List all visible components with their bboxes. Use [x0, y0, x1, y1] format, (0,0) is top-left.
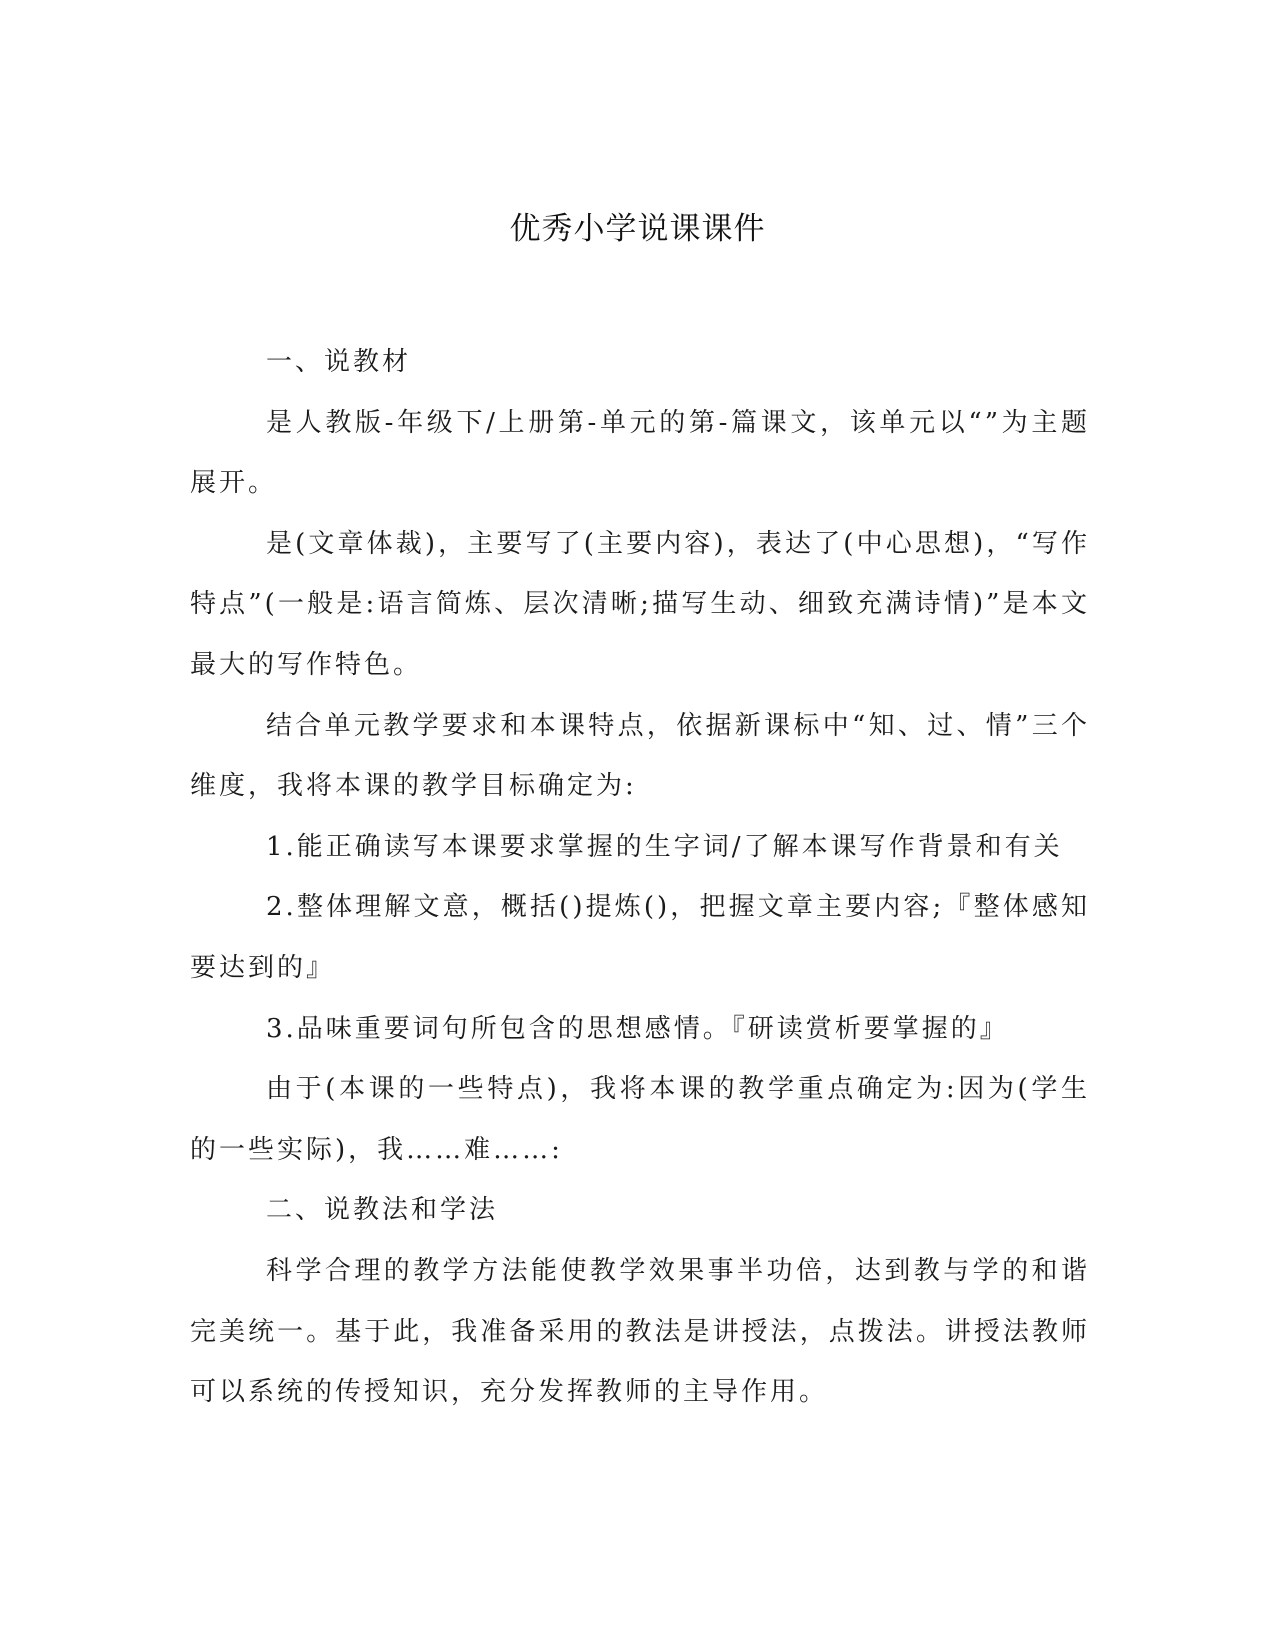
goal-item-2: 2.整体理解文意，概括()提炼()，把握文章主要内容;『整体感知要达到的』 [190, 892, 1090, 983]
paragraph-textbook-intro: 是人教版-年级下/上册第-单元的第-篇课文，该单元以“”为主题展开。 [190, 407, 1090, 499]
goal-item-1: 1.能正确读写本课要求掌握的生字词/了解本课写作背景和有关 [266, 831, 1063, 862]
section-heading-methods: 二、说教法和学法 [266, 1195, 499, 1226]
paragraph-teaching-methods: 科学合理的教学方法能使教学效果事半功倍，达到教与学的和谐完美统一。基于此，我准备采用的教法是讲授法，点拨法。讲授法教师可以系统的传授知识，充分发挥教师的主导作用。 [190, 1255, 1090, 1408]
document-title: 优秀小学说课课件 [509, 211, 766, 247]
document-body [190, 332, 1090, 1423]
paragraph-genre-content: 是(文章体裁)，主要写了(主要内容)，表达了(中心思想)，“写作特点”(一般是:语言简炼、层次清晰;描写生动、细致充满诗情)”是本文最大的写作特色。 [190, 528, 1090, 680]
paragraph-teaching-goals-intro: 结合单元教学要求和本课特点，依据新课标中“知、过、情”三个维度，我将本课的教学目标确定为: [190, 710, 1090, 802]
section-heading-textbook: 一、说教材 [266, 347, 412, 377]
goal-item-3: 3.品味重要词句所包含的思想感情。『研读赏析要掌握的』 [266, 1013, 1009, 1044]
paragraph-key-difficult-points: 由于(本课的一些特点)，我将本课的教学重点确定为:因为(学生的一些实际)，我……难……: [190, 1074, 1090, 1165]
